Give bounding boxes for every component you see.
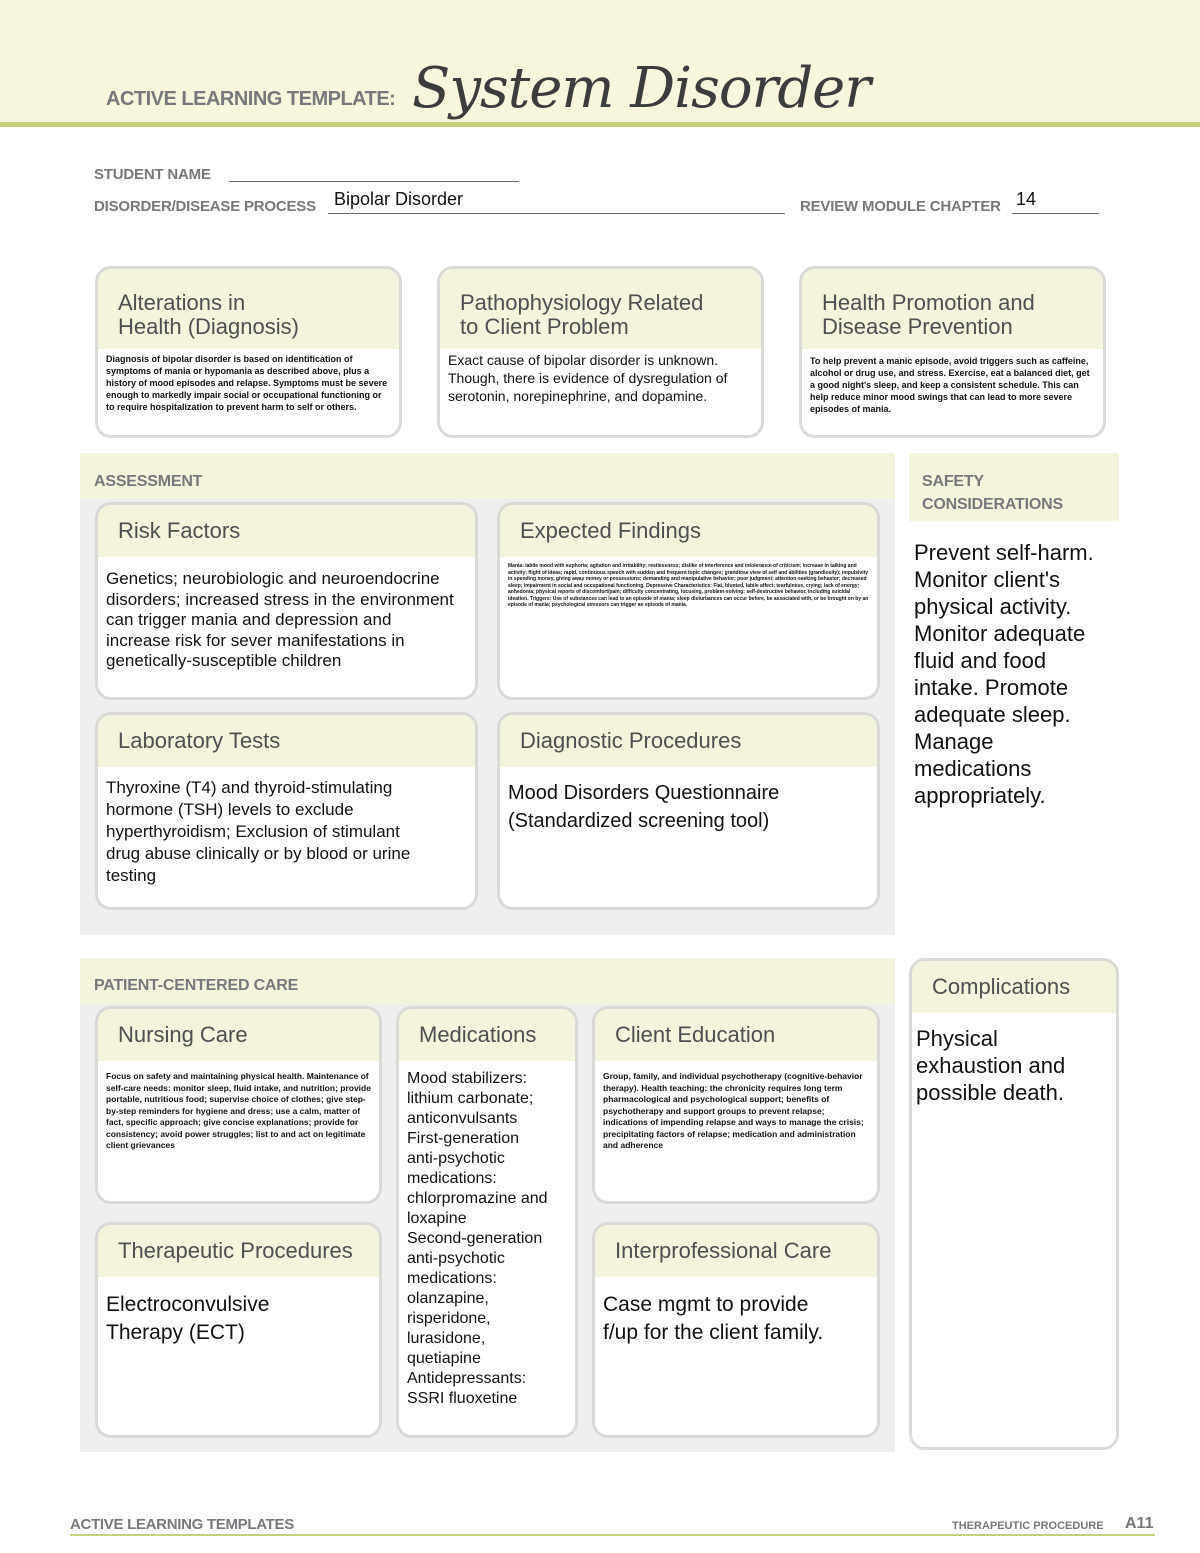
alterations-text: Diagnosis of bipolar disorder is based on identification of symptoms of mania or hypomania as described above, plus a history of mood episodes and relapse. Symptoms must be severe enough to markedly impair social or occupational functioning or to require hospitalization to prevent harm to self or others. xyxy=(106,354,388,412)
nursing-care-title: Nursing Care xyxy=(98,1009,379,1061)
nursing-care-card xyxy=(95,1006,382,1204)
disorder-label: DISORDER/DISEASE PROCESS xyxy=(94,198,316,215)
student-name-label: STUDENT NAME xyxy=(94,166,211,183)
therapeutic-procedures-title: Therapeutic Procedures xyxy=(98,1225,379,1277)
therapeutic-procedures-card xyxy=(95,1222,382,1438)
diagnostic-procedures-card xyxy=(497,712,880,910)
client-education-card xyxy=(592,1006,880,1204)
client-education-text: Group, family, and individual psychotherapy (cognitive-behavior therapy). Health teaching: the chronicity requires long term pharmacological and psychological support; benefits of psychotherapy and support groups to prevent relapse; indications of impending relapse and ways to manage the crisis; precipitating factors of relapse; medication and administration and adherence xyxy=(603,1071,864,1150)
health-promotion-card xyxy=(799,266,1106,438)
assessment-label: ASSESSMENT xyxy=(94,473,203,490)
alterations-title: Alterations in Health (Diagnosis) xyxy=(98,269,399,349)
medications-card xyxy=(396,1006,578,1438)
therapeutic-procedures-text: Electroconvulsive Therapy (ECT) xyxy=(106,1293,270,1344)
laboratory-tests-card xyxy=(95,712,478,910)
footer-right: THERAPEUTIC PROCEDURE xyxy=(952,1520,1104,1532)
student-name-line xyxy=(229,181,519,182)
medications-text: Mood stabilizers: lithium carbonate; anticonvulsants First-generation anti-psychotic medications: chlorpromazine and loxapine Second-generation anti-psychotic medications: olanzapine, risperidone, lurasidone, quetiapine Antidepressants: SSRI fluoxetine xyxy=(407,1070,548,1407)
complications-text: Physical exhaustion and possible death. xyxy=(916,1026,1066,1105)
complications-title: Complications xyxy=(912,961,1116,1013)
chapter-field[interactable]: 14 xyxy=(1016,189,1037,209)
risk-factors-text: Genetics; neurobiologic and neuroendocrine disorders; increased stress in the environment can trigger mania and depression and increase risk for sever manifestations in genetically-susceptible children xyxy=(106,569,454,670)
diagnostic-procedures-text: Mood Disorders Questionnaire (Standardized screening tool) xyxy=(508,782,780,832)
risk-factors-card xyxy=(95,502,478,700)
alterations-card xyxy=(95,266,402,438)
disorder-field[interactable]: Bipolar Disorder xyxy=(334,189,464,209)
client-education-title: Client Education xyxy=(595,1009,877,1061)
assessment-header xyxy=(80,453,895,499)
patient-care-label: PATIENT-CENTERED CARE xyxy=(94,977,299,994)
pathophysiology-title: Pathophysiology Related to Client Problem xyxy=(440,269,761,349)
safety-text: Prevent self-harm. Monitor client's physical activity. Monitor adequate fluid and food intake. Promote adequate sleep. Manage medications appropriately. xyxy=(914,540,1094,808)
expected-findings-title: Expected Findings xyxy=(500,505,877,557)
footer-left: ACTIVE LEARNING TEMPLATES xyxy=(70,1516,294,1533)
page-title: System Disorder xyxy=(412,56,871,121)
laboratory-tests-title: Laboratory Tests xyxy=(98,715,475,767)
laboratory-tests-text: Thyroxine (T4) and thyroid-stimulating hormone (TSH) levels to exclude hyperthyroidism; Exclusion of stimulant drug abuse clinically or by blood or urine testing xyxy=(106,778,411,885)
health-promotion-title: Health Promotion and Disease Prevention xyxy=(802,269,1103,349)
interprofessional-care-text: Case mgmt to provide f/up for the client family. xyxy=(603,1293,824,1344)
page-number: A11 xyxy=(1125,1515,1154,1532)
chapter-line xyxy=(1012,213,1099,214)
expected-findings-card xyxy=(497,502,880,700)
disorder-line xyxy=(328,213,785,214)
header-rule xyxy=(0,122,1200,127)
interprofessional-care-title: Interprofessional Care xyxy=(595,1225,877,1277)
template-label: ACTIVE LEARNING TEMPLATE: xyxy=(106,88,396,110)
footer-rule xyxy=(70,1534,1155,1536)
nursing-care-text: Focus on safety and maintaining physical health. Maintenance of self-care needs: monitor sleep, fluid intake, and nutrition; provide portable, nutritious food; supervise choice of clothes; give step-by-step reminders for hygiene and dress; use a calm, matter of fact, specific approach; give concise explanations; provide for consistency; avoid power struggles; list to and act on legitimate client grievances xyxy=(106,1071,371,1150)
safety-label: SAFETY CONSIDERATIONS xyxy=(922,473,1063,513)
health-promotion-text: To help prevent a manic episode, avoid triggers such as caffeine, alcohol or drug use, and stress. Exercise, eat a balanced diet, get a good night's sleep, and keep a consistent schedule. This can help reduce minor mood swings that can lead to more severe episodes of mania. xyxy=(810,356,1090,414)
risk-factors-title: Risk Factors xyxy=(98,505,475,557)
interprofessional-care-card xyxy=(592,1222,880,1438)
diagnostic-procedures-title: Diagnostic Procedures xyxy=(500,715,877,767)
medications-title: Medications xyxy=(399,1009,575,1061)
chapter-label: REVIEW MODULE CHAPTER xyxy=(800,198,1001,215)
pathophysiology-card xyxy=(437,266,764,438)
complications-card xyxy=(909,958,1119,1450)
pathophysiology-text: Exact cause of bipolar disorder is unknown. Though, there is evidence of dysregulation of serotonin, norepinephrine, and dopamine. xyxy=(448,352,728,404)
expected-findings-text: Mania: labile mood with euphoria; agitation and irritability; restlessness; dislike of interference and intolerance of criticism; increase in talking and activity; flight of ideas; rapid, continuous speech with sudden and frequent topic changes; grandiose view of self and abilities (grandiosity); impulsivity in spending money, giving away money or possessions; demanding and manipulative behavior; poor judgment; attention-seeking behavior; decreased sleep; impairment in social and occupational functioning. Depressive Characteristics: Flat, blunted, labile affect; tearfulness, crying; lack of energy; anhedonia; physical reports of discomfort/pain; difficulty concentrating, focusing, problem-solving; self-destructive behavior, including suicidal ideation. Triggers: Use of substances can lead to an episode of mania; sleep disturbances can occur before, be associated with, or be brought on by an episode of mania; psychological stressors can trigger an episode of mania. xyxy=(508,563,869,608)
